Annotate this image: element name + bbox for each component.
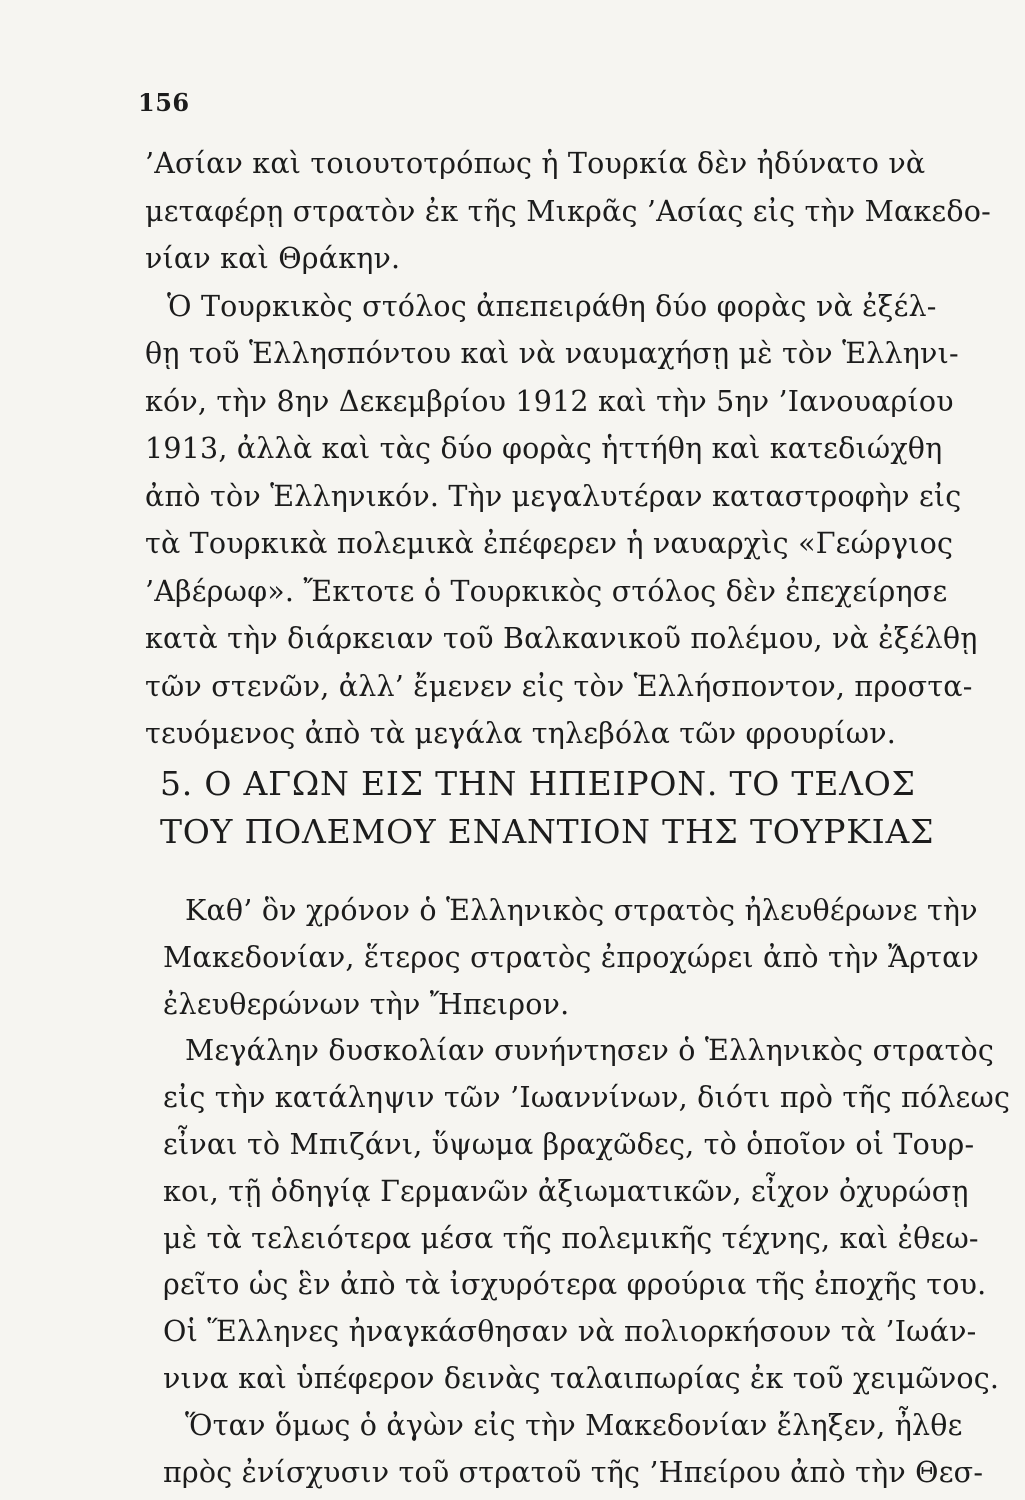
text-line: νινα καὶ ὑπέφερον δεινὰς ταλαιπωρίας ἐκ τοῦ χειμῶνος. <box>163 1361 1000 1395</box>
text-line: εἰς τὴν κατάληψιν τῶν ’Ιωαννίνων, διότι πρὸ τῆς πόλεως <box>163 1081 1011 1115</box>
text-line: Μεγάλην δυσκολίαν συνήντησεν ὁ Ἑλληνικὸς στρατὸς <box>185 1034 995 1068</box>
text-line: ἐλευθερώνων τὴν Ἤπειρον. <box>163 987 570 1021</box>
text-line: Ὅταν ὅμως ὁ ἀγὼν εἰς τὴν Μακεδονίαν ἔληξεν, ἦλθε <box>185 1408 963 1442</box>
text-line: τῶν στενῶν, ἀλλ’ ἔμενεν εἰς τὸν Ἑλλήσποντον, προστα- <box>145 669 973 703</box>
section-paragraph-1 <box>163 888 980 1028</box>
text-line: πρὸς ἐνίσχυσιν τοῦ στρατοῦ τῆς ’Ηπείρου ἀπὸ τὴν Θεσ- <box>163 1455 984 1489</box>
text-body-top <box>145 140 991 758</box>
text-line: θῃ τοῦ Ἑλλησπόντου καὶ νὰ ναυμαχήσῃ μὲ τὸν Ἑλληνι- <box>145 337 959 370</box>
text-line: εἶναι τὸ Μπιζάνι, ὕψωμα βραχῶδες, τὸ ὁποῖον οἱ Τουρ- <box>163 1127 975 1161</box>
section-paragraph-3 <box>163 1403 984 1497</box>
heading-line: ΤΟΥ ΠΟΛΕΜΟΥ ΕΝΑΝΤΙΟΝ ΤΗΣ ΤΟΥΡΚΙΑΣ <box>160 812 935 851</box>
section-heading <box>160 760 935 856</box>
text-line: ’Αβέρωφ». Ἔκτοτε ὁ Τουρκικὸς στόλος δὲν ἐπεχείρησε <box>145 574 948 608</box>
text-line: Οἱ Ἕλληνες ἠναγκάσθησαν νὰ πολιορκήσουν τὰ ’Ιωάν- <box>163 1315 977 1349</box>
text-body-section <box>163 888 1011 1496</box>
heading-line: 5. Ο ΑΓΩΝ ΕΙΣ ΤΗΝ ΗΠΕΙΡΟΝ. ΤΟ ΤΕΛΟΣ <box>160 764 916 803</box>
text-line: μὲ τὰ τελειότερα μέσα τῆς πολεμικῆς τέχνης, καὶ ἐθεω- <box>163 1221 979 1255</box>
paragraph-1 <box>145 140 991 283</box>
text-line: κατὰ τὴν διάρκειαν τοῦ Βαλκανικοῦ πολέμου, νὰ ἐξέλθῃ <box>145 622 978 655</box>
text-line: κόν, τὴν 8ην Δεκεμβρίου 1912 καὶ τὴν 5ην ’Ιανουαρίου <box>145 384 954 418</box>
text-line: ἀπὸ τὸν Ἑλληνικόν. Τὴν μεγαλυτέραν καταστροφὴν εἰς <box>145 479 962 513</box>
text-line: κοι, τῇ ὁδηγίᾳ Γερμανῶν ἀξιωματικῶν, εἶχον ὀχυρώσῃ <box>163 1174 969 1208</box>
text-line: Ὁ Τουρκικὸς στόλος ἀπεπειράθη δύο φορὰς νὰ ἐξέλ- <box>167 289 937 323</box>
text-line: μεταφέρῃ στρατὸν ἐκ τῆς Μικρᾶς ’Ασίας εἰς τὴν Μακεδο- <box>145 194 991 228</box>
text-line: ’Ασίαν καὶ τοιουτοτρόπως ἡ Τουρκία δὲν ἠδύνατο νὰ <box>145 147 926 180</box>
text-line: νίαν καὶ Θράκην. <box>145 242 401 275</box>
text-line: ρεῖτο ὡς ἓν ἀπὸ τὰ ἰσχυρότερα φρούρια τῆς ἐποχῆς του. <box>163 1268 987 1302</box>
section-paragraph-2 <box>163 1028 1011 1402</box>
text-line: τευόμενος ἀπὸ τὰ μεγάλα τηλεβόλα τῶν φρουρίων. <box>145 717 897 750</box>
text-line: τὰ Τουρκικὰ πολεμικὰ ἐπέφερεν ἡ ναυαρχὶς «Γεώργιος <box>145 527 954 560</box>
page-number: 156 <box>138 88 190 117</box>
text-line: Καθ’ ὃν χρόνον ὁ Ἑλληνικὸς στρατὸς ἠλευθέρωνε τὴν <box>185 894 978 927</box>
paragraph-2 <box>145 283 978 758</box>
text-line: Μακεδονίαν, ἕτερος στρατὸς ἐπροχώρει ἀπὸ τὴν Ἄρταν <box>163 940 980 974</box>
text-line: 1913, ἀλλὰ καὶ τὰς δύο φορὰς ἡττήθη καὶ κατεδιώχθη <box>145 432 943 465</box>
